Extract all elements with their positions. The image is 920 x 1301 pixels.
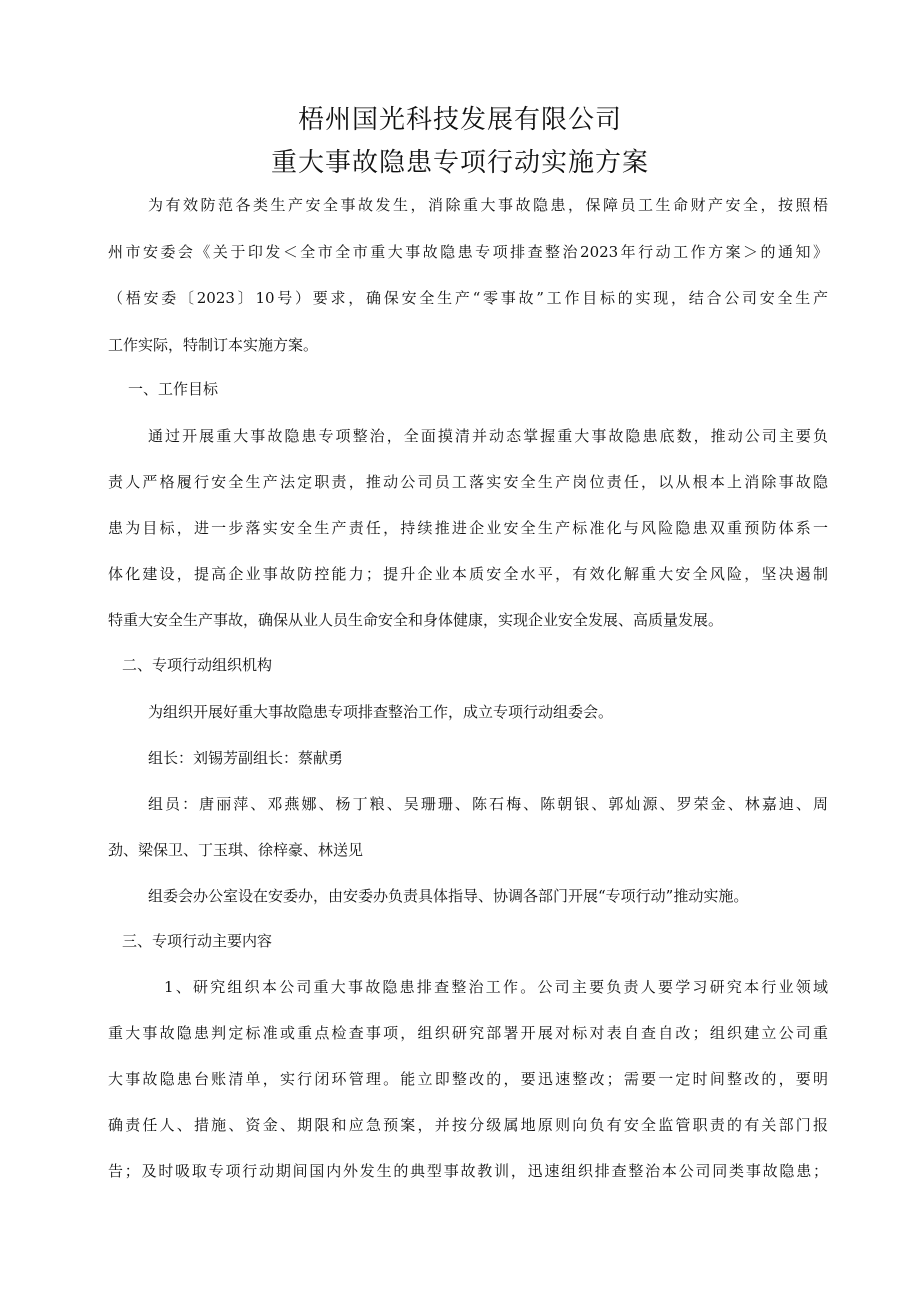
goals-line: 特重大安全生产事故，确保从业人员生命安全和身体健康，实现企业安全发展、高质量发展。 [108, 611, 724, 629]
content-line: 确责任人、措施、资金、期限和应急预案，并按分级属地原则向负有安全监管职责的有关部门报 [108, 1116, 828, 1134]
intro-line: 为有效防范各类生产安全事故发生，消除重大事故隐患，保障员工生命财产安全，按照梧 [148, 196, 828, 214]
members-line: 劲、梁保卫、丁玉琪、徐梓豪、林送见 [108, 841, 364, 859]
content-line: 1、研究组织本公司重大事故隐患排查整治工作。公司主要负责人要学习研究本行业领域 [164, 978, 828, 996]
section-heading-content: 三、专项行动主要内容 [122, 932, 273, 950]
goals-line: 通过开展重大事故隐患专项整治，全面摸清并动态掌握重大事故隐患底数，推动公司主要负 [148, 427, 828, 445]
section-heading-goals: 一、工作目标 [128, 380, 219, 398]
intro-line: 州市安委会《关于印发＜全市全市重大事故隐患专项排查整治2023年行动工作方案＞的通知》 [108, 243, 828, 261]
members-line: 组员：唐丽萍、邓燕娜、杨丁粮、吴珊珊、陈石梅、陈朝银、郭灿源、罗荣金、林嘉迪、周 [148, 795, 828, 813]
office-line: 组委会办公室设在安委办，由安委办负责具体指导、协调各部门开展“专项行动”推动实施。 [148, 887, 749, 905]
goals-line: 体化建设，提高企业事故防控能力；提升企业本质安全水平，有效化解重大安全风险，坚决遏制 [108, 565, 828, 583]
content-line: 告；及时吸取专项行动期间国内外发生的典型事故教训，迅速组织排查整治本公司同类事故隐患； [108, 1162, 828, 1180]
company-title: 梧州国光科技发展有限公司 [297, 105, 622, 135]
plan-title: 重大事故隐患专项行动实施方案 [270, 148, 649, 178]
intro-line: （梧安委〔2023〕10号）要求，确保安全生产“零事故”工作目标的实现，结合公司安全生产 [108, 289, 828, 307]
content-line: 重大事故隐患判定标准或重点检查事项，组织研究部署开展对标对表自查自改；组织建立公司重 [108, 1024, 828, 1042]
goals-line: 患为目标，进一步落实安全生产责任，持续推进企业安全生产标准化与风险隐患双重预防体系一 [108, 519, 828, 537]
organization-intro: 为组织开展好重大事故隐患专项排查整治工作，成立专项行动组委会。 [148, 703, 614, 721]
intro-line: 工作实际，特制订本实施方案。 [108, 336, 319, 354]
section-heading-organization: 二、专项行动组织机构 [122, 656, 273, 674]
content-line: 大事故隐患台账清单，实行闭环管理。能立即整改的，要迅速整改；需要一定时间整改的，要明 [108, 1070, 828, 1088]
goals-line: 责人严格履行安全生产法定职责，推动公司员工落实安全生产岗位责任，以从根本上消除事故隐 [108, 473, 828, 491]
leaders-line: 组长：刘锡芳副组长：蔡献勇 [148, 749, 344, 767]
